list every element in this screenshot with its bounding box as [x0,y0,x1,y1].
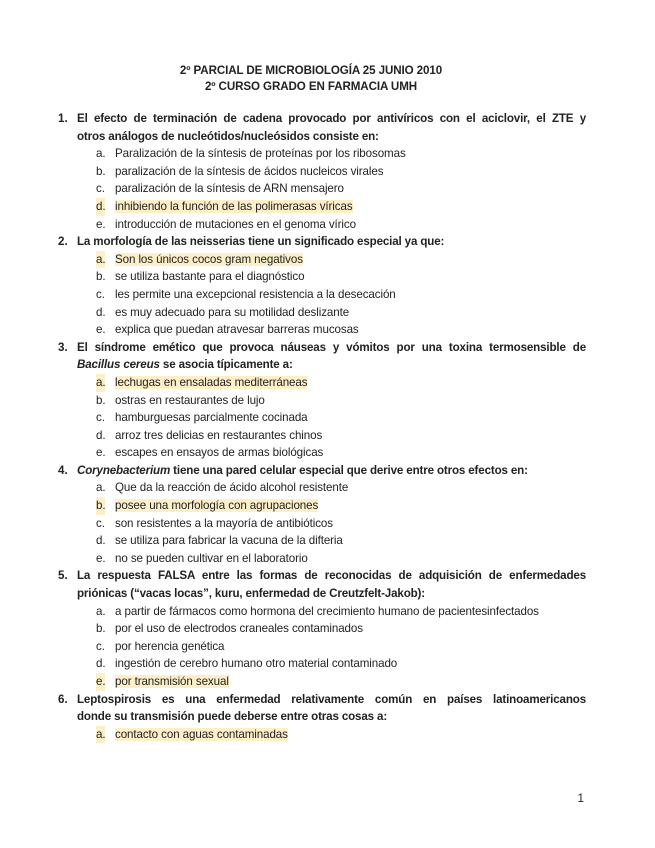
option-letter: e. [96,673,105,691]
question-3 [58,339,586,462]
question-number: 1. [58,112,68,125]
question-number: 2. [58,235,68,249]
option-text: por herencia genética [115,639,225,653]
option-letter: a. [96,604,106,618]
option-text: les permite una excepcional resistencia a la desecación [115,287,396,301]
option-text: no se pueden cultivar en el laboratorio [115,551,308,565]
option-text: Paralización de la síntesis de proteínas por los ribosomas [115,147,406,161]
question-text-line: El efecto de terminación de cadena provocado por antivíricos con el aciclovir, el ZTE y [77,112,586,125]
option-text: paralización de la síntesis de ácidos nucleicos virales [115,164,384,178]
option-letter: a. [96,481,106,495]
option-list [58,251,586,339]
option-e [96,444,586,462]
option-text: Son los únicos cocos gram negativos [115,252,303,266]
option-c [96,180,586,198]
option-text: se utiliza para fabricar la vacuna de la difteria [115,534,343,548]
option-a-highlighted [96,374,586,392]
option-text: contacto con aguas contaminadas [115,727,288,741]
option-text: son resistentes a la mayoría de antibióticos [115,516,333,530]
option-letter: c. [96,411,105,425]
option-list [58,145,586,233]
question-text-line: otros análogos de nucleótidos/nucleósidos consiste en: [77,129,379,143]
option-letter: a. [96,251,105,269]
option-c [96,515,586,533]
question-number: 3. [58,340,68,354]
option-b [96,620,586,638]
question-text-line: La respuesta FALSA entre las formas de reconocidas de adquisición de enfermedades [77,569,586,583]
option-list [58,374,586,462]
option-letter: d. [96,428,106,442]
option-d [96,532,586,550]
option-c [96,409,586,427]
option-text: introducción de mutaciones en el genoma vírico [115,217,356,231]
option-letter: d. [96,534,106,548]
question-text-line: se asocia típicamente a: [159,358,293,372]
option-text: por el uso de electrodos craneales contaminados [115,622,363,636]
option-letter: e. [96,551,106,565]
option-text-line: infectados [487,604,539,618]
option-e-highlighted [96,673,586,691]
option-text-line: a partir de fármacos como hormona del crecimiento humano de pacientes [115,604,488,618]
option-letter: b. [96,497,105,515]
option-b [96,392,586,410]
question-text [77,339,586,374]
question-number: 5. [58,569,68,583]
option-letter: d. [96,305,106,319]
option-letter: b. [96,622,106,636]
option-e [96,550,586,568]
option-a-highlighted [96,251,586,269]
question-text [77,110,586,145]
option-text: escapes en ensayos de armas biológicas [115,446,324,460]
option-e [96,216,586,234]
option-text: ingestión de cerebro humano otro material contaminado [115,657,398,671]
option-d [96,655,586,673]
question-5 [58,567,586,690]
option-letter: c. [96,287,105,301]
option-text: arroz tres delicias en restaurantes chinos [115,428,323,442]
option-text: se utiliza bastante para el diagnóstico [115,270,305,284]
option-letter: c. [96,516,105,530]
option-d-highlighted [96,198,586,216]
option-letter: d. [96,198,105,216]
option-list [58,479,586,567]
option-text [115,603,586,621]
option-letter: e. [96,446,106,460]
question-text [77,462,586,480]
question-4 [58,462,586,568]
option-letter: b. [96,164,106,178]
option-d [96,304,586,322]
exam-title: 2º PARCIAL DE MICROBIOLOGÍA 25 JUNIO 2010 [179,64,443,77]
option-letter: a. [96,374,105,392]
option-letter: e. [96,217,106,231]
question-text-italic: Bacillus cereus [77,358,160,372]
question-number: 4. [58,463,68,477]
option-c [96,638,586,656]
question-text-line: El síndrome emético que provoca náuseas y vómitos por una toxina termosensible de [77,340,586,354]
option-text: ostras en restaurantes de lujo [115,393,265,407]
option-c [96,286,586,304]
option-letter: d. [96,657,106,671]
option-e [96,321,586,339]
option-letter: b. [96,270,106,284]
option-text: posee una morfología con agrupaciones [115,499,319,513]
question-text [77,567,586,602]
option-text: paralización de la síntesis de ARN mensajero [115,182,344,196]
option-list [58,726,586,744]
option-b-highlighted [96,497,586,515]
page-number: 1 [577,792,584,805]
option-text: explica que puedan atravesar barreras mucosas [115,323,359,337]
question-text-line: Leptospirosis es una enfermedad relativamente común en países latinoamericanos [77,692,586,706]
question-text-line: priónicas (“vacas locas”, kuru, enfermedad de Creutzfelt-Jakob): [77,587,425,601]
option-letter: c. [96,182,105,196]
option-list [58,603,586,691]
option-letter: e. [96,323,106,337]
option-text: Que da la reacción de ácido alcohol resistente [115,481,349,495]
option-d [96,427,586,445]
question-6 [58,691,586,744]
option-letter: c. [96,639,105,653]
question-2 [58,233,586,339]
question-text-line: La morfología de las neisserias tiene un significado especial ya que: [77,235,445,249]
option-b [96,163,586,181]
option-text: es muy adecuado para su motilidad deslizante [115,305,350,319]
option-text: por transmisión sexual [115,675,229,688]
question-number: 6. [58,692,68,706]
option-a [96,479,586,497]
question-text [77,233,586,251]
option-letter: b. [96,393,106,407]
option-a [96,603,586,621]
option-text: inhibiendo la función de las polimerasas víricas [115,199,353,213]
option-a [96,145,586,163]
exam-subtitle: 2º CURSO GRADO EN FARMACIA UMH [204,80,418,93]
option-letter: a. [96,726,105,744]
question-text-line: tiene una pared celular especial que derive entre otros efectos en: [170,463,528,477]
option-text: hamburguesas parcialmente cocinada [115,411,308,425]
question-text [77,691,586,726]
option-text: lechugas en ensaladas mediterráneas [115,375,308,389]
option-a-highlighted [96,726,586,744]
question-text-line: donde su transmisión puede deberse entre otras cosas a: [77,710,388,724]
question-list [58,110,586,743]
question-1 [58,110,586,233]
option-b [96,268,586,286]
question-text-italic: Corynebacterium [77,463,171,477]
option-letter: a. [96,147,106,161]
